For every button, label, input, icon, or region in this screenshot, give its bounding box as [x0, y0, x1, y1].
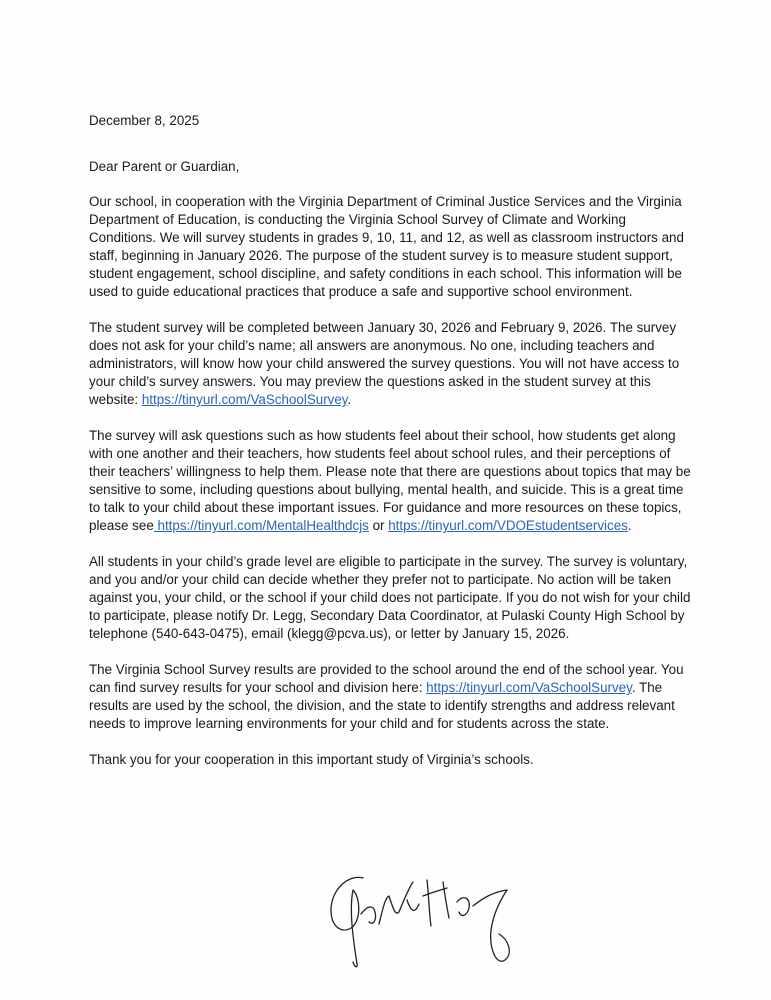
paragraph-results	[89, 661, 691, 733]
paragraph-results-end: . The results are used by the school, the division, and the state to identify strengths and address relevant needs to improve learning environments for your child and for students across the state.	[89, 680, 675, 731]
paragraph-survey-topics-text: The survey will ask questions such as how students feel about their school, how students get along with one another and their teachers, how students feel about school rules, and their perceptions of their teachers’ willingness to help them. Please note that there are questions about topics that may be sensitive to some, including questions about bullying, mental health, and suicide. This is a great time to talk to your child about these important issues. For guidance and more resources on these topics, please see	[89, 428, 691, 533]
paragraph-intro: Our school, in cooperation with the Virginia Department of Criminal Justice Services and the Virginia Department of Education, is conducting the Virginia School Survey of Climate and Working Conditions. We will survey students in grades 9, 10, 11, and 12, as well as classroom instructors and staff, beginning in January 2026. The purpose of the student survey is to measure student support, student engagement, school discipline, and safety conditions in each school. This information will be used to guide educational practices that produce a safe and supportive school environment.	[89, 194, 684, 299]
mentalhealth-link[interactable]: https://tinyurl.com/MentalHealthdcjs	[153, 518, 369, 533]
paragraph-survey-dates-text: The student survey will be completed between January 30, 2026 and February 9, 2026. The survey does not ask for your child’s name; all answers are anonymous. No one, including teachers and administrators, will know how your child answered the survey questions. You will not have access to your child’s survey answers. You may preview the questions asked in the student survey at this website:	[89, 320, 680, 407]
period: .	[347, 392, 352, 407]
vdoe-studentservices-link[interactable]: https://tinyurl.com/VDOEstudentservices	[388, 518, 628, 533]
letter-body	[89, 112, 691, 787]
results-vaschoolsurvey-link[interactable]: https://tinyurl.com/VaSchoolSurvey	[426, 680, 632, 695]
or-text: or	[368, 518, 389, 533]
vaschoolsurvey-link[interactable]: https://tinyurl.com/VaSchoolSurvey	[141, 392, 348, 407]
paragraph-participation: All students in your child’s grade level are eligible to participate in the survey. The survey is voluntary, and you and/or your child can decide whether they prefer not to participate. No action will be taken against you, your child, or the school if your child does not participate. If you do not wish for your child to participate, please notify Dr. Legg, Secondary Data Coordinator, at Pulaski County High School by telephone (540-643-0475), email (klegg@pcva.us), or letter by January 15, 2026.	[89, 554, 691, 641]
paragraph-survey-topics	[89, 427, 691, 535]
letter-date: December 8, 2025	[89, 113, 200, 128]
period: .	[627, 518, 632, 533]
paragraph-results-text: The Virginia School Survey results are provided to the school around the end of the school year. You can find survey results for your school and division here:	[89, 662, 684, 695]
handwritten-signature	[323, 868, 553, 972]
closing-line: Thank you for your cooperation in this important study of Virginia’s schools.	[89, 752, 534, 767]
paragraph-survey-dates	[89, 319, 691, 409]
salutation: Dear Parent or Guardian,	[89, 159, 240, 174]
